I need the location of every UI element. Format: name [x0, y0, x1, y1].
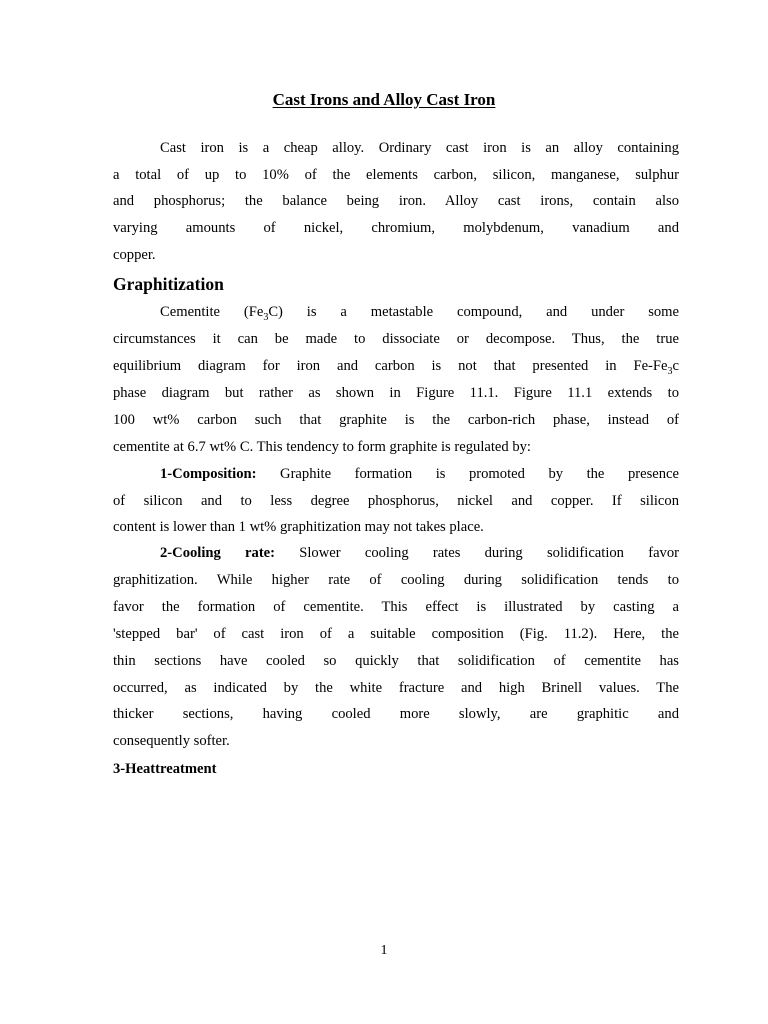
cooling-line-7: thicker sections, having cooled more slowly, are graphitic and: [113, 706, 679, 722]
graph-line-3: equilibrium diagram for iron and carbon is not that presented in $Fe-Fe_3c$: [113, 358, 679, 377]
cooling-line-8: consequently softer.: [113, 733, 230, 749]
cooling-line-5: thin sections have cooled so quickly that solidification of cementite has: [113, 653, 679, 669]
cooling-line-1: 2-Cooling rate: Slower cooling rates during solidification favor: [160, 545, 679, 561]
cooling-line-4: 'stepped bar' of cast iron of a suitable composition (Fig. 11.2). Here, the: [113, 626, 679, 642]
intro-line-4: varying amounts of nickel, chromium, molybdenum, vanadium and: [113, 220, 679, 236]
intro-line-1: Cast iron is a cheap alloy. Ordinary cast iron is an alloy containing: [160, 140, 679, 156]
cooling-line-3: favor the formation of cementite. This effect is illustrated by casting a: [113, 599, 679, 615]
composition-line-3: content is lower than 1 wt% graphitization may not takes place.: [113, 519, 484, 535]
page-number: 1: [380, 943, 388, 958]
cooling-label: 2-Cooling rate:: [160, 545, 276, 561]
heat-treatment-heading: 3-Heattreatment: [113, 761, 217, 777]
graph-line-1: Cementite $(Fe_3C)$ is a metastable compound, and under some: [160, 304, 679, 323]
intro-line-3: and phosphorus; the balance being iron. Alloy cast irons, contain also: [113, 193, 679, 209]
graph-line-5: 100 wt% carbon such that graphite is the carbon-rich phase, instead of: [113, 412, 679, 428]
cooling-line-6: occurred, as indicated by the white fracture and high Brinell values. The: [113, 680, 679, 696]
intro-line-2: a total of up to 10% of the elements carbon, silicon, manganese, sulphur: [113, 167, 679, 183]
cooling-line-2: graphitization. While higher rate of cooling during solidification tends to: [113, 572, 679, 588]
section-heading-graphitization: Graphitization: [113, 274, 224, 294]
graph-line-6: cementite at 6.7 wt% C. This tendency to form graphite is regulated by:: [113, 439, 531, 455]
composition-line-1: 1-Composition: Graphite formation is promoted by the presence: [160, 466, 679, 482]
composition-label: 1-Composition:: [160, 466, 257, 482]
graph-line-4: phase diagram but rather as shown in Figure 11.1. Figure 11.1 extends to: [113, 385, 679, 401]
page-title: Cast Irons and Alloy Cast Iron: [272, 90, 496, 109]
graph-line-2: circumstances it can be made to dissociate or decompose. Thus, the true: [113, 331, 679, 347]
composition-line-2: of silicon and to less degree phosphorus, nickel and copper. If silicon: [113, 493, 679, 509]
intro-line-5: copper.: [113, 247, 156, 263]
